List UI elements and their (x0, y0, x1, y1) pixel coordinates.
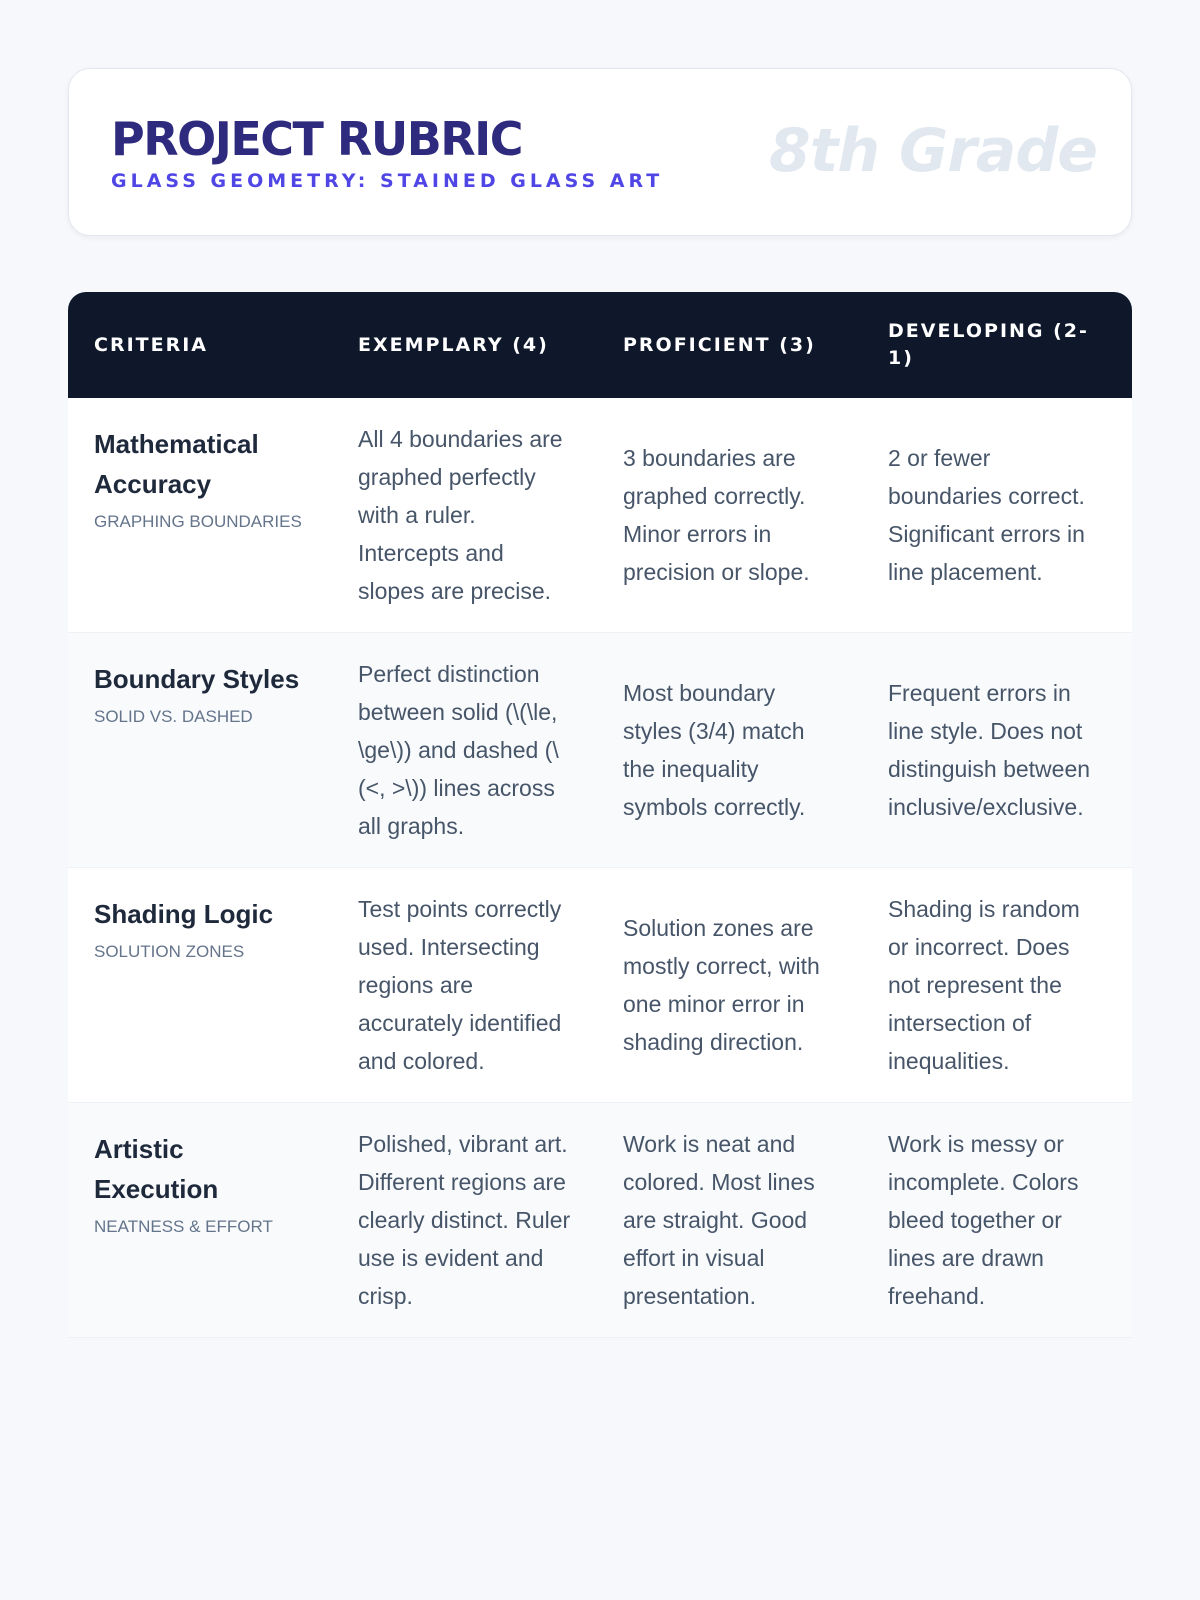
column-header-developing: DEVELOPING (2-1) (862, 292, 1132, 398)
exemplary-cell: Polished, vibrant art. Different regions are clearly distinct. Ruler use is evident and crisp. (332, 1103, 597, 1338)
criteria-subtitle: NEATNESS & EFFORT (94, 1217, 273, 1236)
proficient-cell: Work is neat and colored. Most lines are straight. Good effort in visual presentation. (597, 1103, 862, 1338)
column-header-proficient: PROFICIENT (3) (597, 292, 862, 398)
table-row (68, 1103, 1132, 1338)
criteria-cell (68, 1103, 332, 1338)
exemplary-cell: Test points correctly used. Intersecting regions are accurately identified and colored. (332, 868, 597, 1103)
table-row (68, 633, 1132, 868)
proficient-cell: 3 boundaries are graphed correctly. Minor errors in precision or slope. (597, 398, 862, 633)
rubric-body (68, 398, 1132, 1338)
table-row (68, 398, 1132, 633)
column-header-exemplary: EXEMPLARY (4) (332, 292, 597, 398)
page-title: PROJECT RUBRIC (111, 112, 523, 166)
page-subtitle: GLASS GEOMETRY: STAINED GLASS ART (111, 170, 664, 192)
developing-cell: Frequent errors in line style. Does not distinguish between inclusive/exclusive. (862, 633, 1132, 868)
header-row (68, 292, 1132, 398)
table-row (68, 868, 1132, 1103)
criteria-subtitle: GRAPHING BOUNDARIES (94, 512, 302, 531)
criteria-subtitle: SOLID VS. DASHED (94, 707, 253, 726)
developing-cell: 2 or fewer boundaries correct. Significant errors in line placement. (862, 398, 1132, 633)
exemplary-cell: All 4 boundaries are graphed perfectly with a ruler. Intercepts and slopes are precise. (332, 398, 597, 633)
criteria-cell (68, 868, 332, 1103)
criteria-name: Mathematical Accuracy (94, 429, 259, 499)
proficient-cell: Solution zones are mostly correct, with one minor error in shading direction. (597, 868, 862, 1103)
criteria-cell (68, 398, 332, 633)
developing-cell: Shading is random or incorrect. Does not represent the intersection of inequalities. (862, 868, 1132, 1103)
criteria-name: Shading Logic (94, 899, 274, 929)
criteria-name: Boundary Styles (94, 664, 300, 694)
column-header-criteria: CRITERIA (68, 292, 332, 398)
proficient-cell: Most boundary styles (3/4) match the inequality symbols correctly. (597, 633, 862, 868)
header-card (68, 68, 1132, 236)
rubric-header (68, 292, 1132, 398)
exemplary-cell: Perfect distinction between solid (\(\le, \ge\)) and dashed (\(<, >\)) lines across all graphs. (332, 633, 597, 868)
developing-cell: Work is messy or incomplete. Colors bleed together or lines are drawn freehand. (862, 1103, 1132, 1338)
criteria-subtitle: SOLUTION ZONES (94, 942, 245, 961)
criteria-cell (68, 633, 332, 868)
rubric-table (68, 292, 1132, 1338)
grade-label: 8th Grade (768, 116, 1097, 186)
criteria-name: Artistic Execution (94, 1134, 219, 1204)
